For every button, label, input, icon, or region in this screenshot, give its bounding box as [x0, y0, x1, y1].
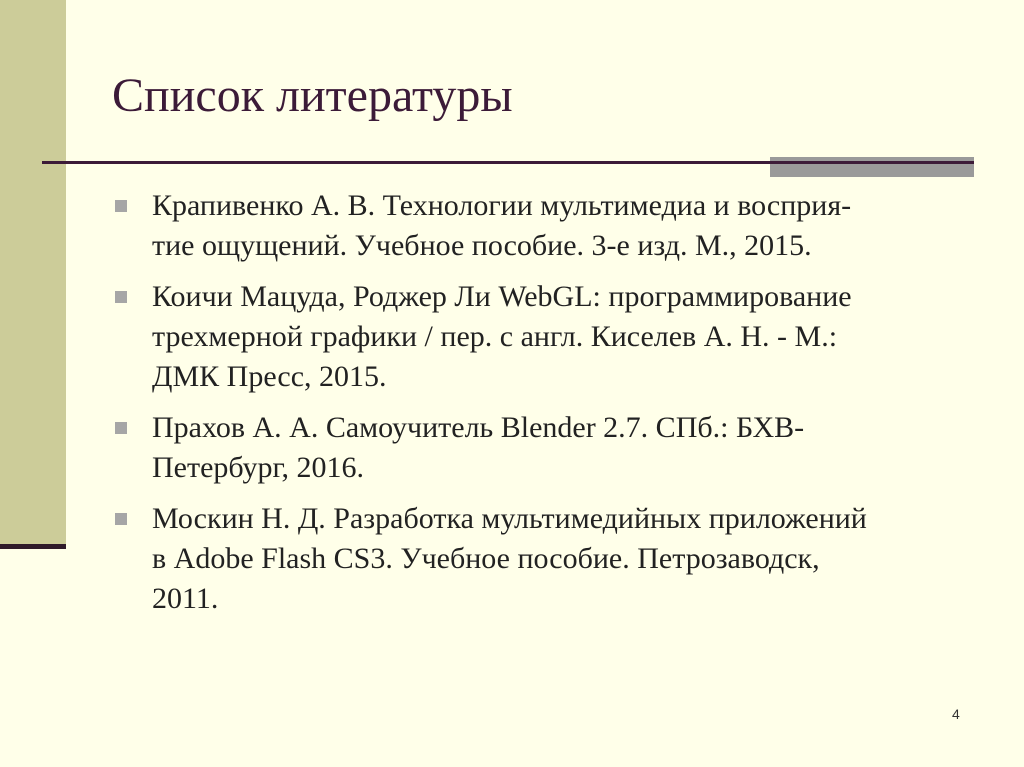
- side-decoration-band: [0, 0, 66, 544]
- page-number: 4: [952, 706, 960, 722]
- square-bullet-icon: [115, 291, 127, 303]
- side-decoration-line: [0, 544, 66, 549]
- reference-list: [112, 186, 982, 630]
- square-bullet-icon: [115, 513, 127, 525]
- reference-line: 2011.: [152, 582, 219, 615]
- reference-line: Петербург, 2016.: [152, 451, 364, 484]
- reference-line: тие ощущений. Учебное пособие. 3-е изд. М., 2015.: [152, 229, 812, 262]
- reference-line: в Adobe Flash CS3. Учебное пособие. Петрозаводск,: [152, 542, 820, 575]
- reference-item: [112, 186, 982, 266]
- slide-title: Список литературы: [112, 69, 513, 122]
- reference-line: трехмерной графики / пер. с англ. Киселев А. Н. - М.:: [152, 320, 838, 353]
- reference-line: Крапивенко А. В. Технологии мультимедиа и восприя-: [152, 189, 852, 222]
- reference-line: Москин Н. Д. Разработка мультимедийных приложений: [152, 502, 867, 535]
- title-divider-accent: [770, 157, 974, 177]
- reference-item: [112, 277, 982, 397]
- reference-item: [112, 499, 982, 619]
- reference-item: [112, 408, 982, 488]
- square-bullet-icon: [115, 200, 127, 212]
- square-bullet-icon: [115, 422, 127, 434]
- reference-line: Коичи Мацуда, Роджер Ли WebGL: программирование: [152, 280, 852, 313]
- reference-line: ДМК Пресс, 2015.: [152, 360, 387, 393]
- reference-line: Прахов А. А. Самоучитель Blender 2.7. СПб.: БХВ-: [152, 411, 805, 444]
